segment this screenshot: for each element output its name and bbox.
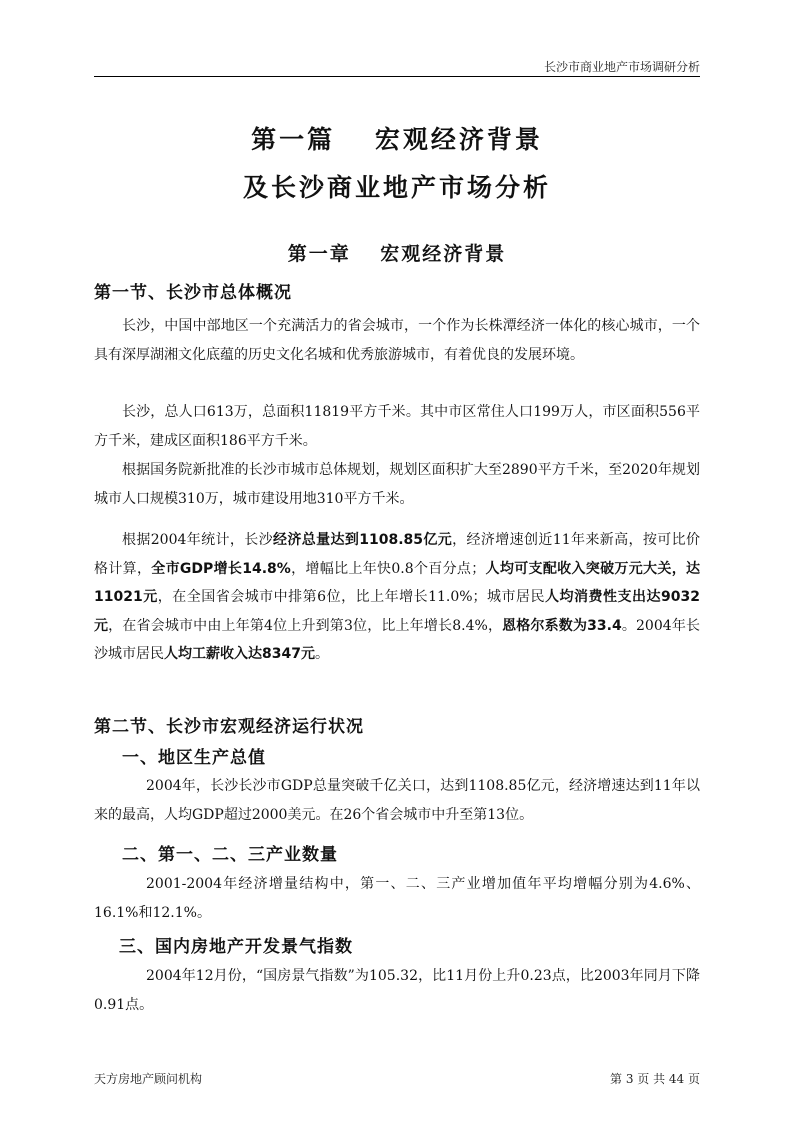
section1-paragraph-1: 长沙，中国中部地区一个充满活力的省会城市，一个作为长株潭经济一体化的核心城市，一个具有深厚湖湘文化底蕴的历史文化名城和优秀旅游城市，有着优良的发展环境。 — [94, 318, 700, 363]
subsection3-heading: 三、国内房地产开发景气指数 — [119, 937, 353, 957]
p4-text-7: 。 — [314, 646, 329, 662]
section1-paragraph-4 — [94, 526, 700, 669]
section2-heading: 第二节、长沙市宏观经济运行状况 — [94, 717, 364, 737]
p4-text-5: ，在省会城市中由上年第4位上升到第3位，比上年增长8.4%， — [108, 617, 503, 634]
p4-text-1: 根据2004年统计，长沙 — [122, 532, 274, 548]
p4-bold-disposable-income: 人均可支配收入突破万元大关，达11021元 — [94, 560, 701, 605]
section1-heading: 第一节、长沙市总体概况 — [94, 283, 292, 303]
subsection2-heading: 二、第一、二、三产业数量 — [122, 845, 338, 865]
p4-text-4: ，在全国省会城市中排第6位，比上年增长11.0%；城市居民 — [157, 589, 546, 605]
header-title: 长沙市商业地产市场调研分析 — [543, 60, 700, 74]
p4-bold-economic-total: 经济总量达到1108.85亿元 — [273, 532, 453, 548]
section1-paragraph-2: 长沙，总人口613万，总面积11819平方千米。其中市区常住人口199万人，市区面积556平方千米，建成区面积186平方千米。 — [94, 404, 700, 449]
part-title-line2: 及长沙商业地产市场分析 — [242, 173, 551, 202]
footer-organization: 天方房地产顾问机构 — [94, 1072, 203, 1086]
footer-page-number: 第 3 页 共 44 页 — [610, 1072, 700, 1086]
p4-text-3: ，增幅比上年快0.8个百分点； — [290, 560, 486, 577]
subsection1-heading: 一、地区生产总值 — [122, 748, 266, 768]
subsection1-text: 2004年，长沙长沙市GDP总量突破千亿关口，达到1108.85亿元，经济增速达到11年以来的最高，人均GDP超过2000美元。在26个省会城市中升至第13位。 — [94, 778, 700, 823]
p4-text-6: 。2004年长沙城市居民 — [94, 617, 700, 662]
subsection3-text: 2004年12月份，“国房景气指数”为105.32，比11月份上升0.23点，比2003年同月下降0.91点。 — [94, 968, 700, 1013]
part-title-line1: 第一篇 宏观经济背景 — [251, 125, 543, 154]
p4-bold-engel: 恩格尔系数为33.4 — [502, 617, 622, 634]
p4-bold-wage-income: 人均工薪收入达8347元 — [164, 646, 315, 662]
subsection2-text: 2001-2004年经济增量结构中，第一、二、三产业增加值年平均增幅分别为4.6%、16.1%和12.1%。 — [94, 876, 700, 921]
p4-bold-consumption: 人均消费性支出达9032元 — [94, 589, 700, 634]
p4-bold-gdp-growth: 全市GDP增长14.8% — [151, 560, 291, 577]
header-rule — [94, 76, 700, 77]
p4-text-2: ，经济增速创近11年来新高，按可比价格计算， — [94, 532, 700, 577]
section1-paragraph-3: 根据国务院新批准的长沙市城市总体规划，规划区面积扩大至2890平方千米，至2020年规划城市人口规模310万，城市建设用地310平方千米。 — [94, 462, 700, 507]
chapter-title: 第一章 宏观经济背景 — [287, 243, 507, 265]
